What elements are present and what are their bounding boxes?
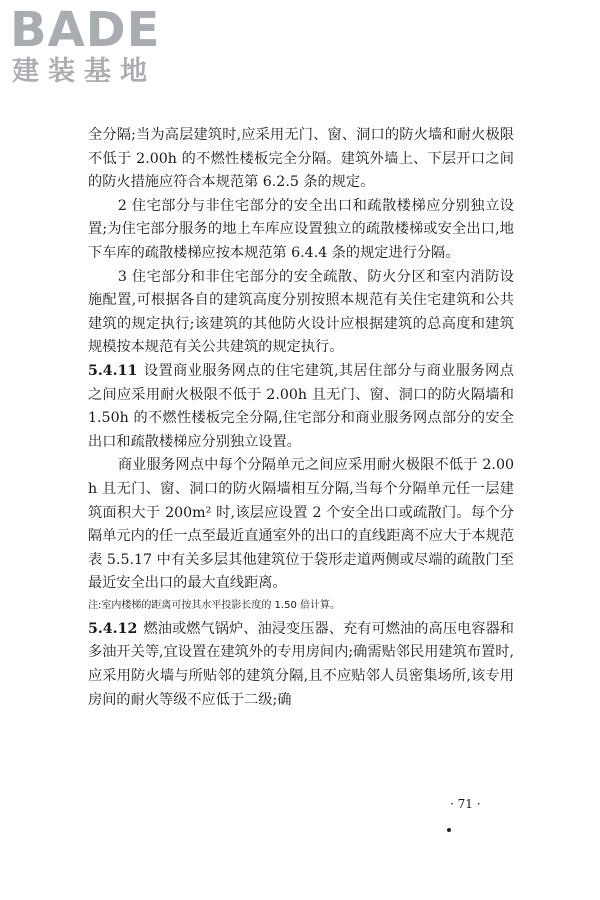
- scan-speck: [447, 828, 451, 832]
- note: 注:室内楼梯的距离可按其水平投影长度的 1.50 倍计算。: [88, 599, 340, 611]
- paragraph-item-3: [88, 266, 514, 360]
- paragraph-text: 全分隔;当为高层建筑时,应采用无门、窗、洞口的防火墙和耐火极限不低于 2.00h 的不燃性楼板完全分隔。建筑外墙上、下层开口之间的防火措施应符合本规范第 6.2.5 条的规定。: [88, 127, 514, 191]
- clause-number: 5.4.12: [88, 620, 138, 637]
- paragraph-text: 3 住宅部分和非住宅部分的安全疏散、防火分区和室内消防设施配置,可根据各自的建筑高度分别按照本规范有关住宅建筑和公共建筑的规定执行;该建筑的其他防火设计应根据建筑的总高度和建筑规模按本规范有关公共建筑的规定执行。: [88, 268, 514, 356]
- paragraph-text: 设置商业服务网点的住宅建筑,其居住部分与商业服务网点之间应采用耐火极限不低于 2.00h 且无门、窗、洞口的防火隔墙和 1.50h 的不燃性楼板完全分隔,住宅部分和商业服务网点部分的安全出口和疏散楼梯应分别独立设置。: [88, 362, 514, 450]
- clause-5-4-11: [88, 360, 514, 454]
- clause-5-4-12: [88, 618, 514, 712]
- logo-wordmark: BADE: [10, 2, 161, 58]
- paragraph-text: 商业服务网点中每个分隔单元之间应采用耐火极限不低于 2.00h 且无门、窗、洞口的防火隔墙相互分隔,当每个分隔单元任一层建筑面积大于 200m² 时,该层应设置 2 个安全出口或疏散门。每个分隔单元内的任一点至最近直通室外的出口的直线距离不应大于本规范表 5.5.17 中有关多层其他建筑位于袋形走道两侧或尽端的疏散门至最近安全出口的最大直线距离。: [88, 457, 514, 592]
- clause-number: 5.4.11: [88, 362, 138, 379]
- paragraph-continued: [88, 124, 514, 195]
- logo-slogan: 建装基地: [12, 56, 156, 87]
- bade-logo: [0, 0, 190, 100]
- paragraph-shop-units: [88, 454, 514, 596]
- page-body: [88, 124, 514, 712]
- page-number: · 71 ·: [450, 797, 481, 811]
- paragraph-item-2: [88, 195, 514, 266]
- paragraph-text: 燃油或燃气锅炉、油浸变压器、充有可燃油的高压电容器和多油开关等,宜设置在建筑外的专用房间内;确需贴邻民用建筑布置时,应采用防火墙与所贴邻的建筑分隔,且不应贴邻人员密集场所,该专用房间的耐火等级不应低于二级;确: [88, 620, 514, 708]
- paragraph-text: 2 住宅部分与非住宅部分的安全出口和疏散楼梯应分别独立设置;为住宅部分服务的地上车库应设置独立的疏散楼梯或安全出口,地下车库的疏散楼梯应按本规范第 6.4.4 条的规定进行分隔。: [88, 197, 514, 261]
